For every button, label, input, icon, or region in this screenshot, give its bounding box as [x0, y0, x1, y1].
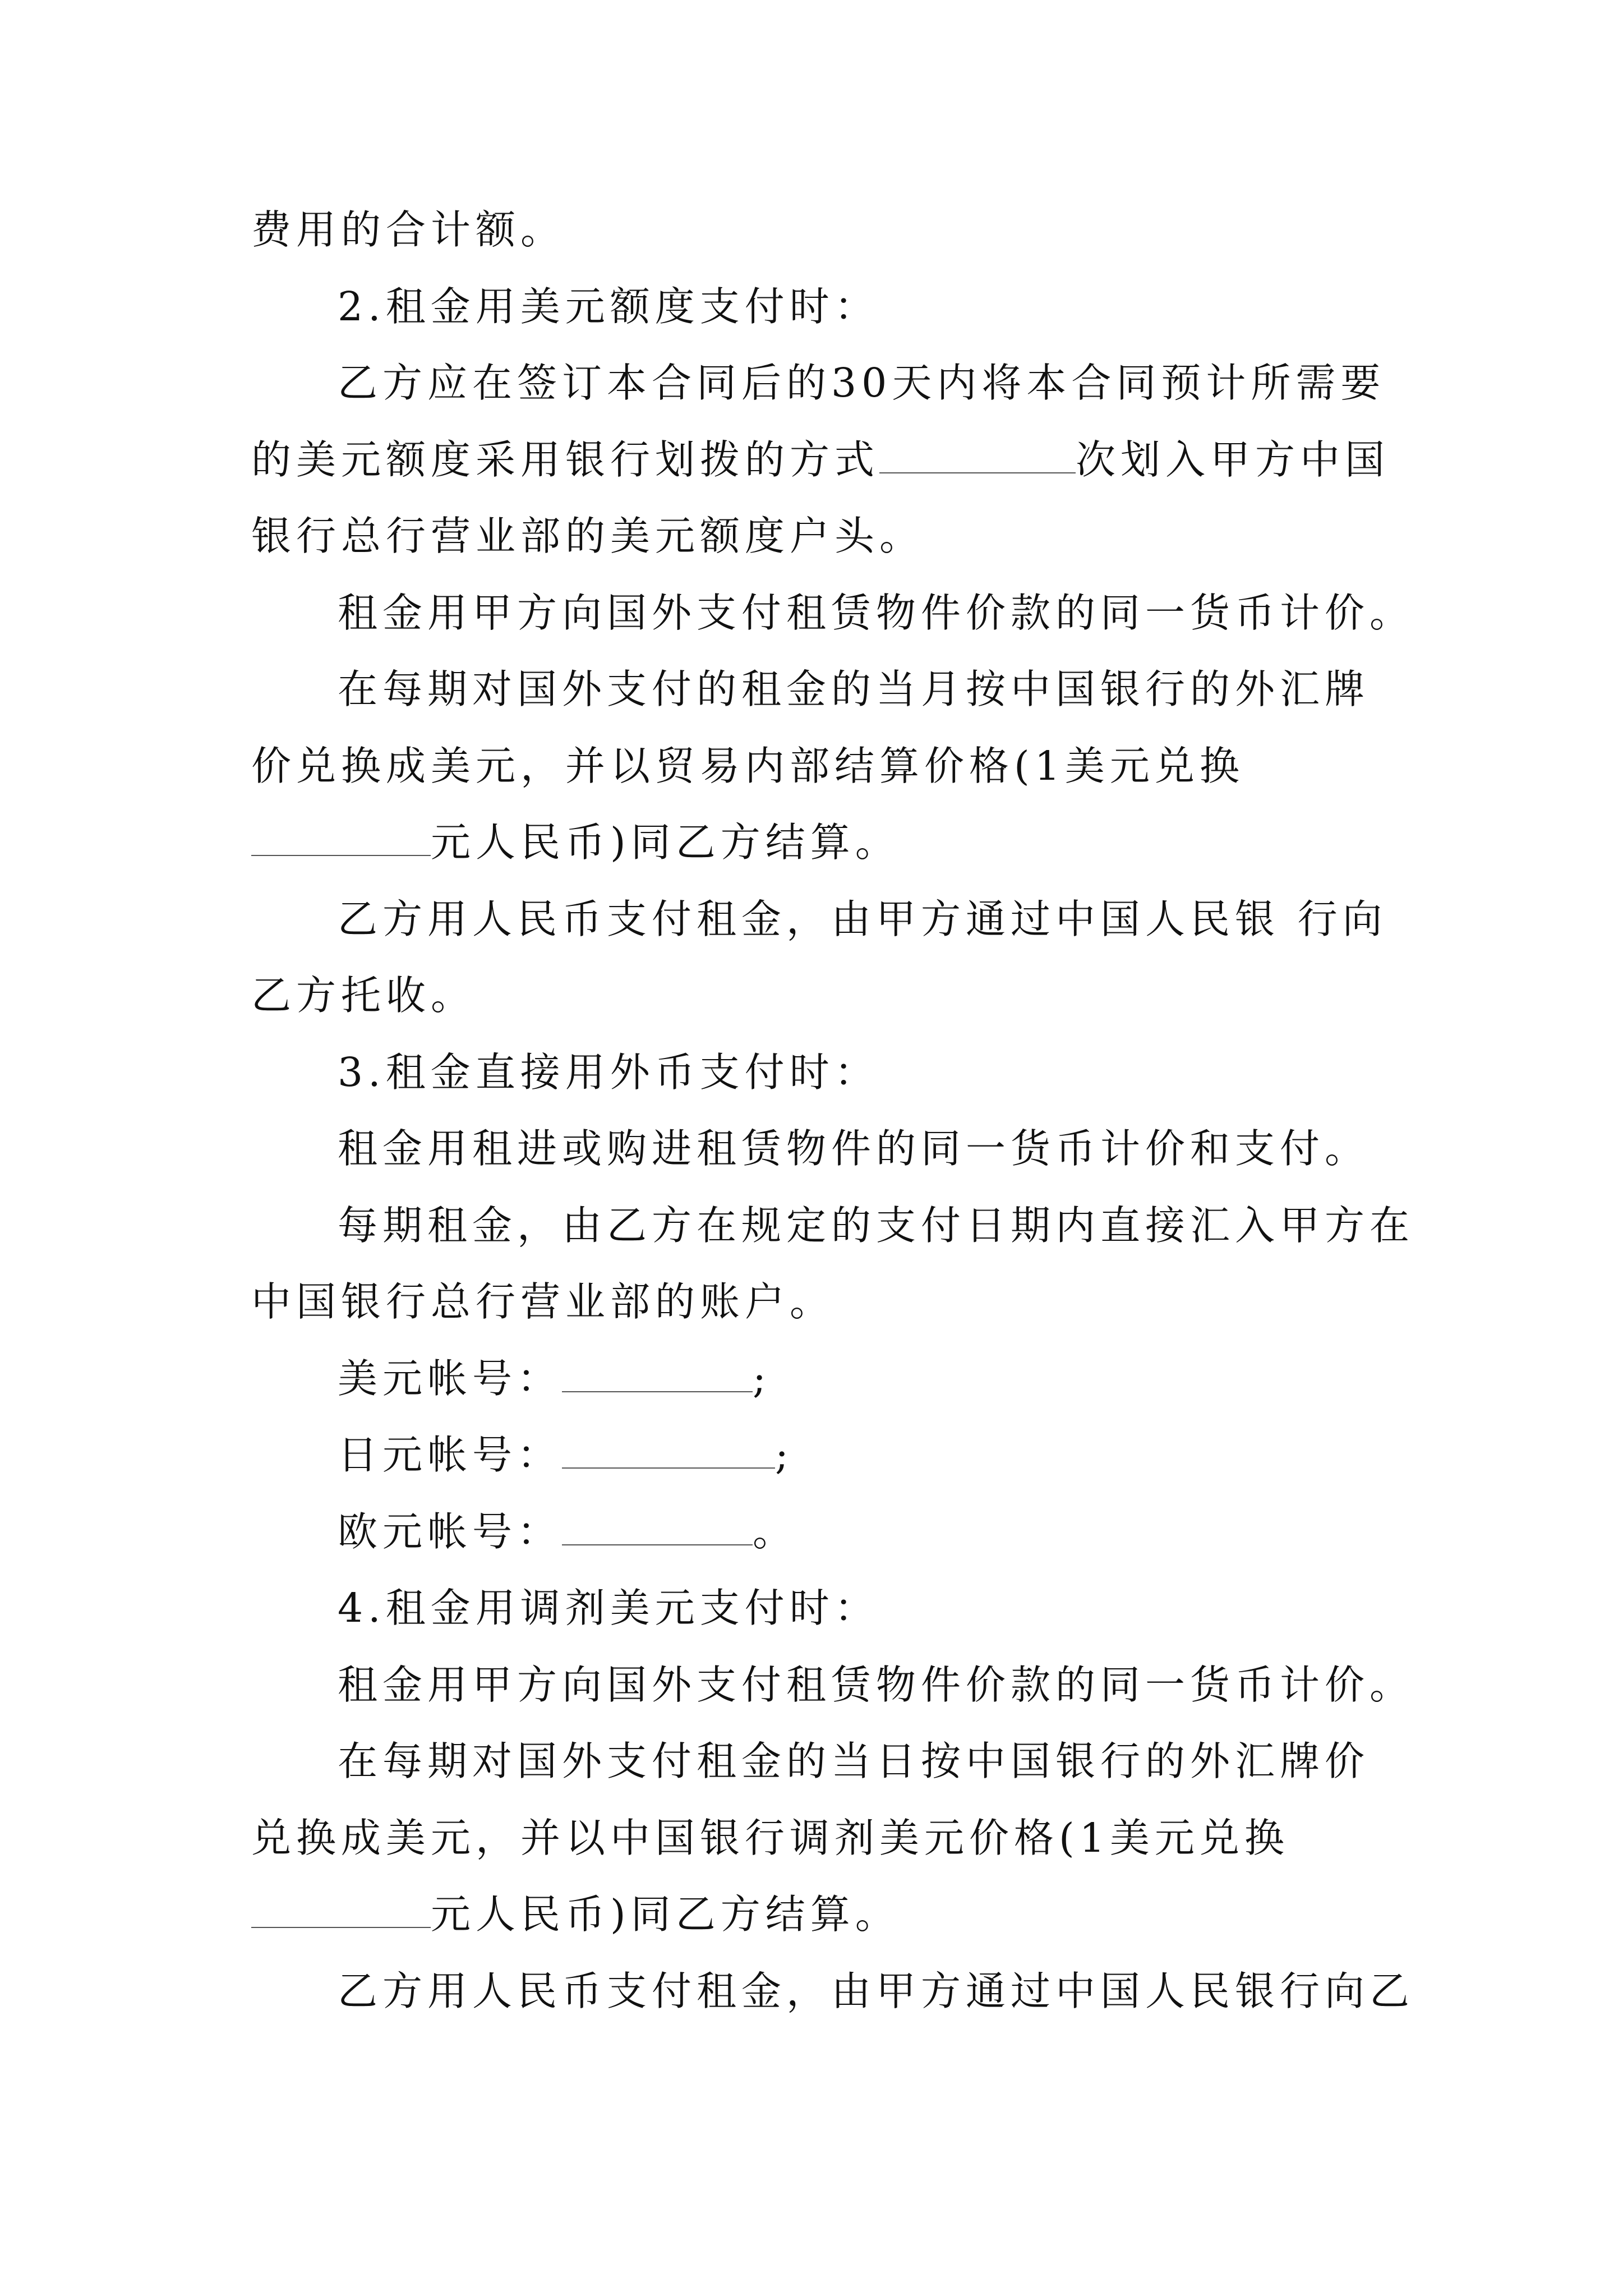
text-segment: 次划入甲方中国: [1076, 436, 1390, 483]
text-line: [251, 432, 1390, 488]
text-segment: 。: [753, 1508, 798, 1555]
fill-in-blank: [879, 438, 1076, 473]
usd-account-line: [338, 1351, 1378, 1407]
text-line: 乙方用人民币支付租金，由甲方通过中国人民银 行向: [338, 896, 1387, 942]
text-line: 乙方应在签订本合同后的30天内将本合同预计所需要: [338, 360, 1386, 406]
text-line: [251, 815, 1378, 871]
text-line: 银行总行营业部的美元额度户头。: [251, 513, 925, 559]
text-line: 价兑换成美元，并以贸易内部结算价格(1美元兑换: [251, 743, 1244, 789]
text-line: 租金用租进或购进租赁物件的同一货币计价和支付。: [338, 1125, 1370, 1172]
text-line: 租金用甲方向国外支付租赁物件价款的同一货币计价。: [338, 1662, 1415, 1708]
text-line: 每期租金，由乙方在规定的支付日期内直接汇入甲方在: [338, 1202, 1415, 1249]
fill-in-blank: [562, 1510, 753, 1545]
text-line: 租金用甲方向国外支付租赁物件价款的同一货币计价。: [338, 590, 1415, 636]
text-segment: 日元帐号：: [338, 1432, 562, 1478]
section-heading-4: 4.租金用调剂美元支付时：: [338, 1585, 879, 1631]
text-segment: ;: [753, 1355, 771, 1402]
fill-in-blank: [251, 820, 431, 856]
text-line: 费用的合计额。: [251, 206, 566, 253]
fill-in-blank: [562, 1433, 775, 1469]
section-heading-2: 2.租金用美元额度支付时：: [338, 283, 879, 330]
text-segment: 的美元额度采用银行划拨的方式: [251, 436, 880, 483]
eur-account-line: [338, 1504, 1378, 1560]
text-line: 乙方用人民币支付租金，由甲方通过中国人民银行向乙: [338, 1968, 1415, 2014]
text-segment: 美元帐号：: [338, 1355, 562, 1402]
jpy-account-line: [338, 1427, 1378, 1483]
text-segment: 元人民币)同乙方结算。: [431, 819, 900, 866]
text-line: 中国银行总行营业部的账户。: [251, 1278, 835, 1325]
fill-in-blank: [251, 1892, 431, 1928]
text-line: 兑换成美元，并以中国银行调剂美元价格(1美元兑换: [251, 1815, 1289, 1861]
text-line: [251, 1887, 1378, 1943]
text-segment: ;: [775, 1432, 794, 1478]
text-line: 乙方托收。: [251, 972, 476, 1019]
section-heading-3: 3.租金直接用外币支付时：: [338, 1049, 879, 1096]
text-line: 在每期对国外支付租金的当日按中国银行的外汇牌价: [338, 1738, 1370, 1784]
text-segment: 欧元帐号：: [338, 1508, 562, 1555]
text-segment: 元人民币)同乙方结算。: [431, 1891, 900, 1938]
fill-in-blank: [562, 1356, 753, 1392]
text-line: 在每期对国外支付的租金的当月按中国银行的外汇牌: [338, 666, 1370, 712]
